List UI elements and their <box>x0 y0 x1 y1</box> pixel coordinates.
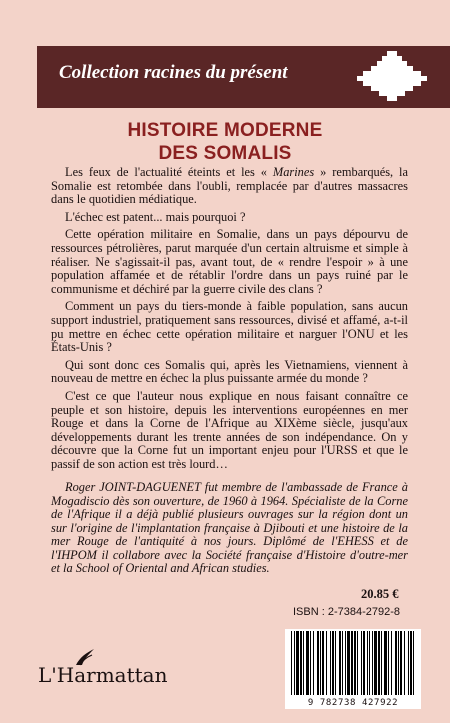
barcode-bar <box>310 631 311 695</box>
barcode-bar <box>330 631 331 695</box>
title-line-1: HISTOIRE MODERNE <box>127 120 323 141</box>
series-banner <box>37 46 450 108</box>
publisher-logo <box>38 663 167 687</box>
author-bio: Roger JOINT-DAGUENET fut membre de l'ambassade de France à Mogadiscio dès son ouverture, de 1960 à 1964. Spécialiste de la Corne de l'Afrique il a déjà publié plusieurs ouvrages sur la région dont un sur l'origine de l'implantation française à Djibouti et une histoire de la mer Rouge de l'antiquité à nos jours. Diplômé de l'EHESS et de l'IHPOM il collabore avec la Société française d'Histoire d'outre-mer et la School of Oriental and African studies. <box>51 480 408 576</box>
back-cover-text <box>51 166 408 588</box>
marines-emphasis: Marines <box>272 165 315 179</box>
barcode-bar <box>367 631 368 695</box>
house-emblem-icon <box>357 51 427 103</box>
barcode-bar <box>413 631 414 695</box>
barcode-bar <box>339 631 341 695</box>
barcode-bar <box>381 631 382 695</box>
paragraph-somalis: Qui sont donc ces Somalis qui, après les Vietnamiens, viennent à nouveau de mettre en échec la plus puissante armée du monde ? <box>51 357 408 386</box>
barcode-bar <box>351 631 353 695</box>
barcode-bar <box>372 631 373 695</box>
title-line-2: DES SOMALIS <box>158 143 292 164</box>
barcode-bar <box>391 631 392 695</box>
barcode-bar <box>404 631 405 695</box>
paragraph-operation: Cette opération militaire en Somalie, dans un pays dépourvu de ressources pétrolières, parut marquée d'un certain altruisme et simple à réaliser. Ne s'agissait-il pas, avant tout, de « rendre l'espoir » à une population affamée et de rétablir l'ordre dans un pays ruiné par le communisme et déchiré par la guerre civile des clans ? <box>51 227 408 296</box>
barcode-bar <box>322 631 324 695</box>
barcode-bar <box>335 631 336 695</box>
barcode-bar <box>361 631 362 695</box>
barcode-bar <box>354 631 356 695</box>
paragraph-history: C'est ce que l'auteur nous explique en nous faisant connaître ce peuple et son histoire, depuis les interventions européennes en mer Rouge et dans la Corne de l'Afrique au XIXème siècle, jusqu'aux développements durant les trente années de son indépendance. On y découvre que la Corne fut un important enjeu pour l'URSS et que le passif de son action est très lourd… <box>51 388 408 471</box>
paragraph-failure: L'échec est patent... mais pourquoi ? <box>65 209 246 224</box>
barcode-bar <box>357 631 358 695</box>
barcode-bar <box>388 631 389 695</box>
paragraph-intro: Les feux de l'actualité éteints et les « Marines » rembarqués, la Somalie est retombée dans l'oubli, remplacée par d'autres massacres dans le quotidien médiatique. <box>51 165 408 207</box>
barcode-bar <box>317 631 319 695</box>
barcode-bar <box>374 631 377 695</box>
barcode-bar <box>320 631 321 695</box>
barcode <box>285 629 421 697</box>
barcode-bar <box>332 631 334 695</box>
isbn: ISBN : 2-7384-2792-8 <box>293 606 401 618</box>
barcode-bar <box>398 631 399 695</box>
barcode-bar <box>313 631 314 695</box>
barcode-digits: 9 782738 427922 <box>285 697 421 709</box>
price: 20.85 € <box>361 587 399 601</box>
barcode-bar <box>384 631 387 695</box>
barcode-bar <box>363 631 365 695</box>
barcode-bar <box>300 631 302 695</box>
barcode-bar <box>345 631 346 695</box>
series-label: Collection racines du présent <box>59 62 288 83</box>
harmattan-flame-logo <box>74 647 96 667</box>
barcode-bar <box>347 631 350 695</box>
barcode-bar <box>378 631 380 695</box>
book-title <box>0 119 450 165</box>
barcode-bar <box>303 631 304 695</box>
barcode-bar <box>369 631 370 695</box>
barcode-bar <box>306 631 309 695</box>
barcode-bar <box>326 631 327 695</box>
barcode-bar <box>342 631 343 695</box>
publisher-name: L'Harmattan <box>38 663 168 687</box>
paragraph-question: Comment un pays du tiers-monde à faible population, sans aucun support industriel, pratiquement sans ressources, divisé et affamé, a-t-il pu mettre en échec cette opération militaire et narguer l'ONU et les États-Unis ? <box>51 299 408 355</box>
barcode-bar <box>291 631 292 695</box>
barcode-bar <box>294 631 295 695</box>
barcode-bar <box>400 631 402 695</box>
barcode-bar <box>408 631 409 695</box>
barcode-bar <box>296 631 299 695</box>
barcode-bar <box>395 631 397 695</box>
barcode-bar <box>410 631 412 695</box>
